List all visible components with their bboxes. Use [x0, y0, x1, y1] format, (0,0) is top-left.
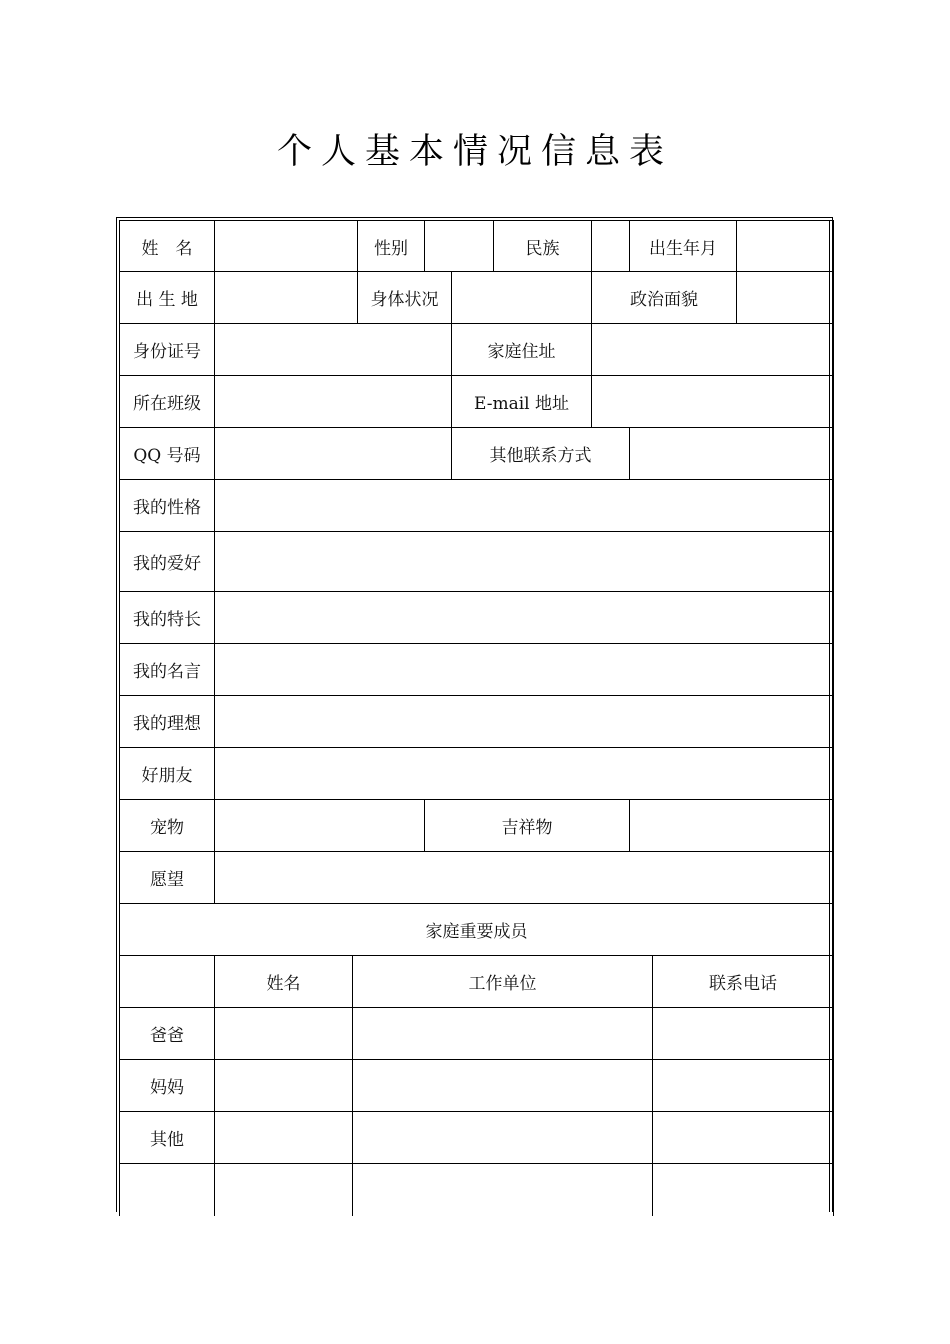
political-status-value[interactable]: [737, 272, 834, 324]
family-workplace-cell[interactable]: [353, 1008, 653, 1060]
family-row: [120, 1112, 834, 1164]
friends-value[interactable]: [215, 748, 834, 800]
form-row-motto: [120, 644, 834, 696]
family-heading-row: [120, 904, 834, 956]
family-header-blank: [120, 956, 215, 1008]
family-header-row: [120, 956, 834, 1008]
form-row-class: [120, 376, 834, 428]
family-phone-cell[interactable]: [653, 1060, 834, 1112]
form-row-ideal: [120, 696, 834, 748]
family-heading: 家庭重要成员: [120, 904, 834, 956]
family-member-label: [120, 1164, 215, 1216]
form-row-wish: [120, 852, 834, 904]
family-col-workplace: 工作单位: [353, 956, 653, 1008]
other-contact-value[interactable]: [630, 428, 834, 480]
motto-label: 我的名言: [120, 644, 215, 696]
wish-value[interactable]: [215, 852, 834, 904]
home-address-value[interactable]: [592, 324, 834, 376]
family-member-label: 爸爸: [120, 1008, 215, 1060]
form-row-specialty: [120, 592, 834, 644]
pet-label: 宠物: [120, 800, 215, 852]
family-workplace-cell[interactable]: [353, 1060, 653, 1112]
birthplace-label: 出 生 地: [120, 272, 215, 324]
family-phone-cell[interactable]: [653, 1008, 834, 1060]
family-member-label: 其他: [120, 1112, 215, 1164]
family-row: [120, 1164, 834, 1216]
home-address-label: 家庭住址: [452, 324, 592, 376]
other-contact-label: 其他联系方式: [452, 428, 630, 480]
pet-value[interactable]: [215, 800, 425, 852]
family-name-cell[interactable]: [215, 1164, 353, 1216]
specialty-value[interactable]: [215, 592, 834, 644]
qq-label: QQ 号码: [120, 428, 215, 480]
personal-info-form: [119, 220, 834, 1216]
hobbies-value[interactable]: [215, 532, 834, 592]
birth-date-value[interactable]: [737, 221, 834, 272]
ethnicity-label: 民族: [494, 221, 592, 272]
wish-label: 愿望: [120, 852, 215, 904]
mascot-label: 吉祥物: [425, 800, 630, 852]
form-row-friends: [120, 748, 834, 800]
form-row-birthplace: [120, 272, 834, 324]
email-value[interactable]: [592, 376, 834, 428]
birth-date-label: 出生年月: [630, 221, 737, 272]
form-row-hobbies: [120, 532, 834, 592]
family-workplace-cell[interactable]: [353, 1112, 653, 1164]
family-name-cell[interactable]: [215, 1112, 353, 1164]
family-workplace-cell[interactable]: [353, 1164, 653, 1216]
gender-label: 性别: [358, 221, 425, 272]
qq-value[interactable]: [215, 428, 452, 480]
form-row-id: [120, 324, 834, 376]
family-row: [120, 1060, 834, 1112]
personality-value[interactable]: [215, 480, 834, 532]
family-phone-cell[interactable]: [653, 1164, 834, 1216]
id-number-value[interactable]: [215, 324, 452, 376]
class-value[interactable]: [215, 376, 452, 428]
ideal-value[interactable]: [215, 696, 834, 748]
ethnicity-value[interactable]: [592, 221, 630, 272]
page-title: 个人基本情况信息表: [276, 132, 673, 172]
motto-value[interactable]: [215, 644, 834, 696]
form-row-basic: [120, 221, 834, 272]
birthplace-value[interactable]: [215, 272, 358, 324]
ideal-label: 我的理想: [120, 696, 215, 748]
family-member-label: 妈妈: [120, 1060, 215, 1112]
political-status-label: 政治面貌: [592, 272, 737, 324]
friends-label: 好朋友: [120, 748, 215, 800]
health-value[interactable]: [452, 272, 592, 324]
health-label: 身体状况: [358, 272, 452, 324]
name-value[interactable]: [215, 221, 358, 272]
hobbies-label: 我的爱好: [120, 532, 215, 592]
email-label: E-mail 地址: [452, 376, 592, 428]
family-phone-cell[interactable]: [653, 1112, 834, 1164]
family-col-name: 姓名: [215, 956, 353, 1008]
gender-value[interactable]: [425, 221, 494, 272]
class-label: 所在班级: [120, 376, 215, 428]
form-row-pet: [120, 800, 834, 852]
family-name-cell[interactable]: [215, 1008, 353, 1060]
form-row-qq: [120, 428, 834, 480]
mascot-value[interactable]: [630, 800, 834, 852]
form-row-personality: [120, 480, 834, 532]
family-name-cell[interactable]: [215, 1060, 353, 1112]
id-number-label: 身份证号: [120, 324, 215, 376]
family-row: [120, 1008, 834, 1060]
personality-label: 我的性格: [120, 480, 215, 532]
specialty-label: 我的特长: [120, 592, 215, 644]
family-col-phone: 联系电话: [653, 956, 834, 1008]
name-label: 姓 名: [120, 221, 215, 272]
